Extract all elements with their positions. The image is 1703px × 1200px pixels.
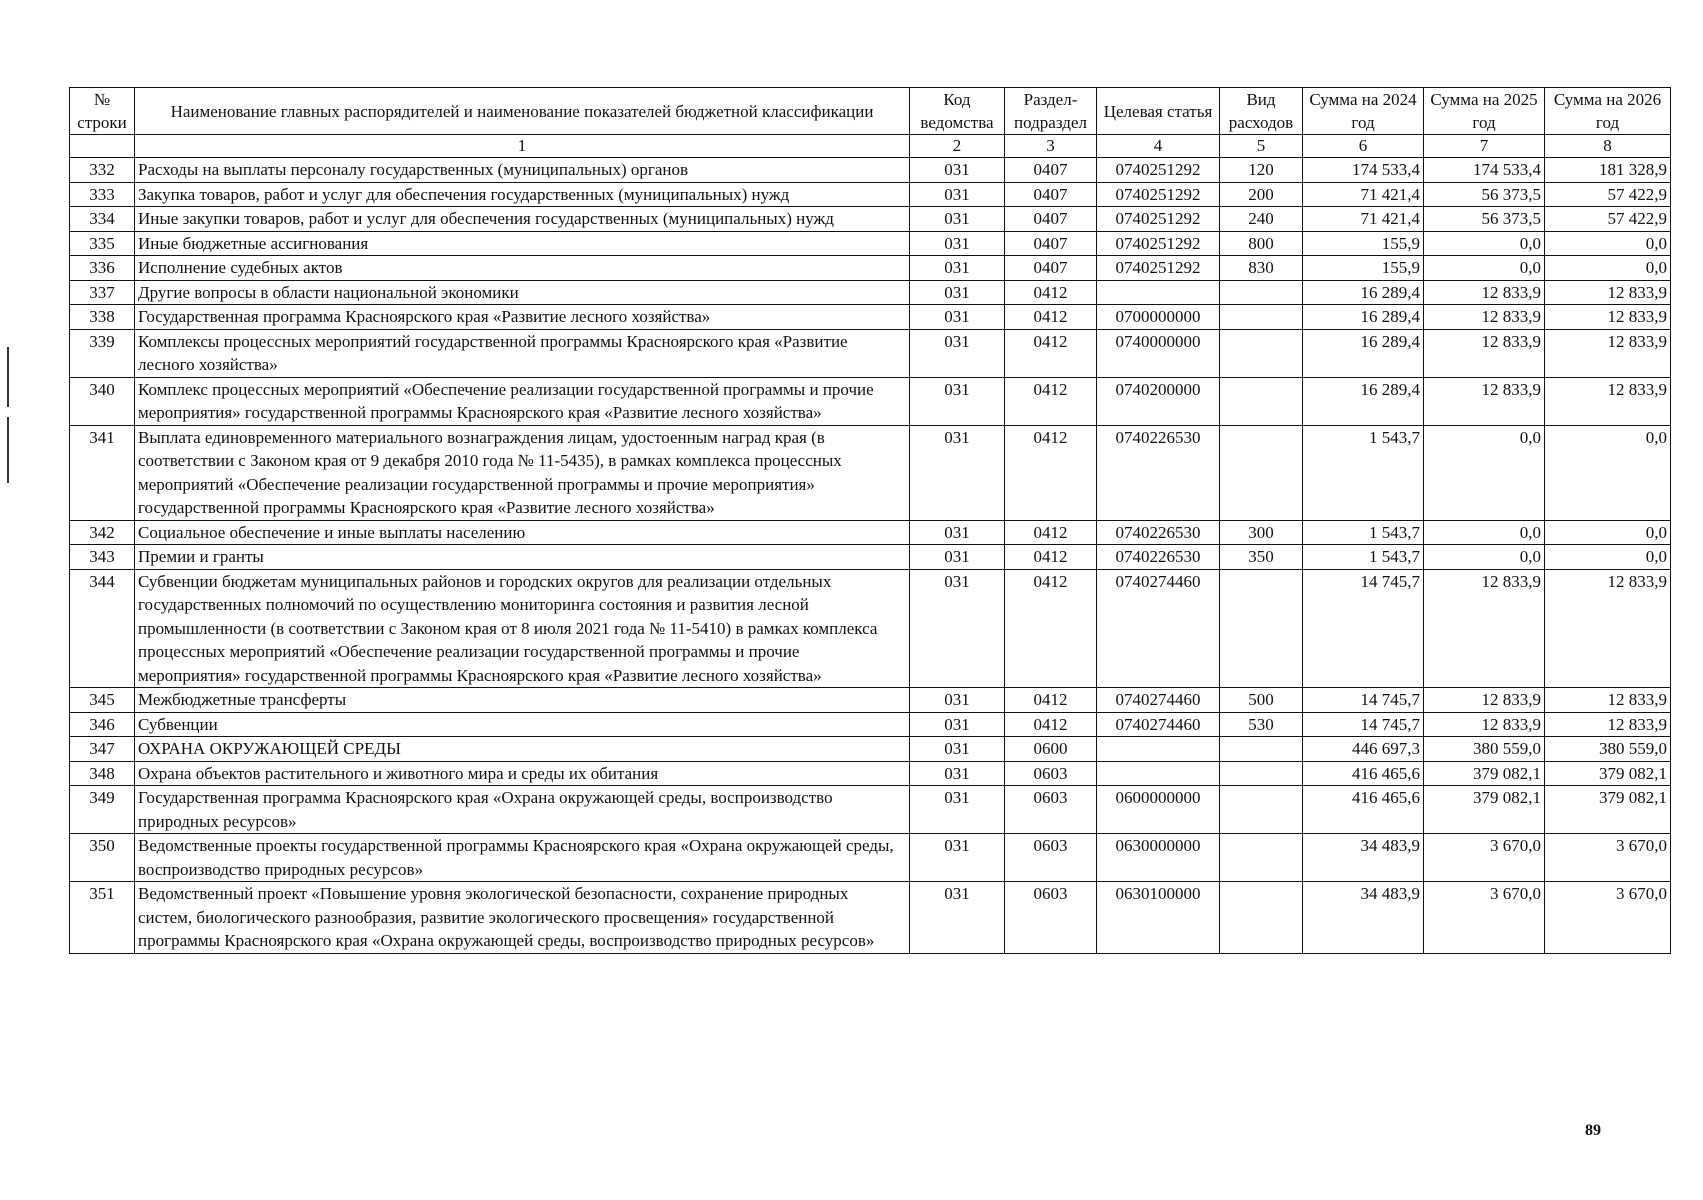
row-section: 0412 bbox=[1005, 377, 1097, 425]
row-name: Государственная программа Красноярского края «Развитие лесного хозяйства» bbox=[135, 305, 910, 330]
row-expense-type: 350 bbox=[1220, 545, 1303, 570]
row-sum-2026: 3 670,0 bbox=[1545, 834, 1671, 882]
row-expense-type bbox=[1220, 425, 1303, 520]
row-section: 0412 bbox=[1005, 688, 1097, 713]
header-row-number: № строки bbox=[70, 88, 135, 135]
table-row bbox=[70, 688, 1671, 713]
row-target-article bbox=[1097, 761, 1220, 786]
table-row bbox=[70, 182, 1671, 207]
row-expense-type bbox=[1220, 305, 1303, 330]
table-row bbox=[70, 329, 1671, 377]
row-sum-2026: 12 833,9 bbox=[1545, 569, 1671, 688]
row-department-code: 031 bbox=[910, 882, 1005, 954]
row-sum-2025: 12 833,9 bbox=[1424, 569, 1545, 688]
row-section: 0603 bbox=[1005, 786, 1097, 834]
margin-mark bbox=[7, 417, 9, 483]
row-department-code: 031 bbox=[910, 158, 1005, 183]
budget-table bbox=[69, 87, 1671, 954]
row-department-code: 031 bbox=[910, 737, 1005, 762]
row-target-article: 0630000000 bbox=[1097, 834, 1220, 882]
row-number: 341 bbox=[70, 425, 135, 520]
row-name: Комплексы процессных мероприятий государственной программы Красноярского края «Развитие лесного хозяйства» bbox=[135, 329, 910, 377]
row-name: Расходы на выплаты персоналу государственных (муниципальных) органов bbox=[135, 158, 910, 183]
row-name: Исполнение судебных актов bbox=[135, 256, 910, 281]
table-row bbox=[70, 786, 1671, 834]
row-section: 0412 bbox=[1005, 329, 1097, 377]
row-department-code: 031 bbox=[910, 425, 1005, 520]
row-sum-2025: 380 559,0 bbox=[1424, 737, 1545, 762]
row-number: 333 bbox=[70, 182, 135, 207]
table-body bbox=[70, 158, 1671, 954]
row-sum-2026: 12 833,9 bbox=[1545, 280, 1671, 305]
row-sum-2025: 0,0 bbox=[1424, 231, 1545, 256]
row-number: 349 bbox=[70, 786, 135, 834]
table-row bbox=[70, 425, 1671, 520]
row-sum-2025: 0,0 bbox=[1424, 545, 1545, 570]
row-number: 344 bbox=[70, 569, 135, 688]
row-number: 348 bbox=[70, 761, 135, 786]
table-row bbox=[70, 712, 1671, 737]
row-name: Субвенции бюджетам муниципальных районов и городских округов для реализации отдельных государственных полномочий по осуществлению мониторинга состояния и развития лесной промышленности (в соответствии с Законом края от 8 июля 2021 года № 11-5410) в рамках комплекса процессных мероприятий «Обеспечение реализации государственной программы и прочие мероприятия» государственной программы Красноярского края «Развитие лесного хозяйства» bbox=[135, 569, 910, 688]
row-sum-2025: 56 373,5 bbox=[1424, 207, 1545, 232]
row-department-code: 031 bbox=[910, 280, 1005, 305]
row-department-code: 031 bbox=[910, 256, 1005, 281]
row-sum-2025: 174 533,4 bbox=[1424, 158, 1545, 183]
row-target-article: 0600000000 bbox=[1097, 786, 1220, 834]
row-expense-type bbox=[1220, 377, 1303, 425]
row-expense-type bbox=[1220, 882, 1303, 954]
row-target-article: 0740251292 bbox=[1097, 182, 1220, 207]
row-expense-type bbox=[1220, 280, 1303, 305]
row-sum-2025: 12 833,9 bbox=[1424, 688, 1545, 713]
row-department-code: 031 bbox=[910, 688, 1005, 713]
table-row bbox=[70, 569, 1671, 688]
row-sum-2024: 71 421,4 bbox=[1303, 182, 1424, 207]
row-sum-2026: 3 670,0 bbox=[1545, 882, 1671, 954]
row-name: Государственная программа Красноярского края «Охрана окружающей среды, воспроизводство природных ресурсов» bbox=[135, 786, 910, 834]
header-target-article: Целевая статья bbox=[1097, 88, 1220, 135]
row-name: Межбюджетные трансферты bbox=[135, 688, 910, 713]
row-sum-2026: 0,0 bbox=[1545, 545, 1671, 570]
row-section: 0412 bbox=[1005, 280, 1097, 305]
row-section: 0603 bbox=[1005, 834, 1097, 882]
row-sum-2024: 1 543,7 bbox=[1303, 425, 1424, 520]
row-expense-type: 300 bbox=[1220, 520, 1303, 545]
header-sum-2024: Сумма на 2024 год bbox=[1303, 88, 1424, 135]
row-target-article: 0740274460 bbox=[1097, 688, 1220, 713]
column-number: 3 bbox=[1005, 135, 1097, 158]
row-sum-2024: 155,9 bbox=[1303, 231, 1424, 256]
row-sum-2025: 0,0 bbox=[1424, 425, 1545, 520]
row-department-code: 031 bbox=[910, 305, 1005, 330]
row-target-article: 0740251292 bbox=[1097, 207, 1220, 232]
table-row bbox=[70, 280, 1671, 305]
row-name: Премии и гранты bbox=[135, 545, 910, 570]
row-sum-2026: 379 082,1 bbox=[1545, 786, 1671, 834]
row-sum-2025: 0,0 bbox=[1424, 520, 1545, 545]
table-row bbox=[70, 737, 1671, 762]
row-sum-2026: 57 422,9 bbox=[1545, 182, 1671, 207]
row-department-code: 031 bbox=[910, 569, 1005, 688]
row-department-code: 031 bbox=[910, 329, 1005, 377]
row-target-article: 0700000000 bbox=[1097, 305, 1220, 330]
row-department-code: 031 bbox=[910, 377, 1005, 425]
row-sum-2026: 0,0 bbox=[1545, 256, 1671, 281]
row-sum-2024: 14 745,7 bbox=[1303, 688, 1424, 713]
header-section: Раздел-подраздел bbox=[1005, 88, 1097, 135]
row-target-article: 0740200000 bbox=[1097, 377, 1220, 425]
row-sum-2026: 0,0 bbox=[1545, 520, 1671, 545]
row-sum-2024: 16 289,4 bbox=[1303, 280, 1424, 305]
row-sum-2026: 181 328,9 bbox=[1545, 158, 1671, 183]
row-sum-2026: 12 833,9 bbox=[1545, 688, 1671, 713]
row-department-code: 031 bbox=[910, 545, 1005, 570]
column-number: 8 bbox=[1545, 135, 1671, 158]
row-number: 346 bbox=[70, 712, 135, 737]
row-sum-2026: 0,0 bbox=[1545, 425, 1671, 520]
row-sum-2025: 12 833,9 bbox=[1424, 329, 1545, 377]
row-department-code: 031 bbox=[910, 786, 1005, 834]
page-number: 89 bbox=[1585, 1122, 1601, 1139]
row-expense-type bbox=[1220, 761, 1303, 786]
row-section: 0412 bbox=[1005, 545, 1097, 570]
header-expense-type: Вид расходов bbox=[1220, 88, 1303, 135]
row-sum-2024: 416 465,6 bbox=[1303, 761, 1424, 786]
row-section: 0603 bbox=[1005, 882, 1097, 954]
row-section: 0603 bbox=[1005, 761, 1097, 786]
row-number: 351 bbox=[70, 882, 135, 954]
row-expense-type: 530 bbox=[1220, 712, 1303, 737]
row-name: Иные бюджетные ассигнования bbox=[135, 231, 910, 256]
row-number: 343 bbox=[70, 545, 135, 570]
row-expense-type bbox=[1220, 329, 1303, 377]
table-row bbox=[70, 377, 1671, 425]
row-name: Субвенции bbox=[135, 712, 910, 737]
row-department-code: 031 bbox=[910, 520, 1005, 545]
row-sum-2025: 0,0 bbox=[1424, 256, 1545, 281]
row-name: Ведомственный проект «Повышение уровня экологической безопасности, сохранение природных систем, биологического разнообразия, развитие экологического просвещения» государственной программы Красноярского края «Охрана окружающей среды, воспроизводство природных ресурсов» bbox=[135, 882, 910, 954]
row-name: Другие вопросы в области национальной экономики bbox=[135, 280, 910, 305]
row-number: 347 bbox=[70, 737, 135, 762]
header-sum-2026: Сумма на 2026 год bbox=[1545, 88, 1671, 135]
table-row bbox=[70, 305, 1671, 330]
row-target-article: 0740000000 bbox=[1097, 329, 1220, 377]
row-sum-2024: 416 465,6 bbox=[1303, 786, 1424, 834]
table-row bbox=[70, 256, 1671, 281]
row-expense-type bbox=[1220, 834, 1303, 882]
table-row bbox=[70, 834, 1671, 882]
row-section: 0412 bbox=[1005, 305, 1097, 330]
table-row bbox=[70, 761, 1671, 786]
row-sum-2024: 16 289,4 bbox=[1303, 329, 1424, 377]
row-expense-type: 830 bbox=[1220, 256, 1303, 281]
row-section: 0600 bbox=[1005, 737, 1097, 762]
row-sum-2026: 380 559,0 bbox=[1545, 737, 1671, 762]
row-sum-2026: 12 833,9 bbox=[1545, 305, 1671, 330]
row-name: Закупка товаров, работ и услуг для обеспечения государственных (муниципальных) нужд bbox=[135, 182, 910, 207]
row-target-article: 0740226530 bbox=[1097, 425, 1220, 520]
row-department-code: 031 bbox=[910, 761, 1005, 786]
row-expense-type bbox=[1220, 786, 1303, 834]
row-target-article: 0740251292 bbox=[1097, 158, 1220, 183]
row-sum-2024: 71 421,4 bbox=[1303, 207, 1424, 232]
row-department-code: 031 bbox=[910, 231, 1005, 256]
table-row bbox=[70, 158, 1671, 183]
row-number: 334 bbox=[70, 207, 135, 232]
table-row bbox=[70, 882, 1671, 954]
column-number: 5 bbox=[1220, 135, 1303, 158]
header-department-code: Код ведомства bbox=[910, 88, 1005, 135]
column-number: 1 bbox=[135, 135, 910, 158]
row-sum-2024: 14 745,7 bbox=[1303, 712, 1424, 737]
row-target-article bbox=[1097, 737, 1220, 762]
row-expense-type bbox=[1220, 569, 1303, 688]
row-expense-type: 500 bbox=[1220, 688, 1303, 713]
row-sum-2025: 12 833,9 bbox=[1424, 280, 1545, 305]
row-section: 0412 bbox=[1005, 712, 1097, 737]
row-department-code: 031 bbox=[910, 182, 1005, 207]
row-sum-2026: 0,0 bbox=[1545, 231, 1671, 256]
header-row bbox=[70, 88, 1671, 135]
row-name: Комплекс процессных мероприятий «Обеспечение реализации государственной программы и прочие мероприятия» государственной программы Красноярского края «Развитие лесного хозяйства» bbox=[135, 377, 910, 425]
row-sum-2026: 379 082,1 bbox=[1545, 761, 1671, 786]
row-number: 332 bbox=[70, 158, 135, 183]
row-number: 337 bbox=[70, 280, 135, 305]
row-target-article: 0740274460 bbox=[1097, 569, 1220, 688]
column-number-blank bbox=[70, 135, 135, 158]
row-number: 338 bbox=[70, 305, 135, 330]
row-department-code: 031 bbox=[910, 207, 1005, 232]
row-section: 0407 bbox=[1005, 231, 1097, 256]
row-sum-2024: 1 543,7 bbox=[1303, 520, 1424, 545]
column-number: 6 bbox=[1303, 135, 1424, 158]
row-sum-2024: 16 289,4 bbox=[1303, 305, 1424, 330]
row-number: 340 bbox=[70, 377, 135, 425]
row-target-article bbox=[1097, 280, 1220, 305]
row-section: 0412 bbox=[1005, 425, 1097, 520]
header-name: Наименование главных распорядителей и наименование показателей бюджетной классификации bbox=[135, 88, 910, 135]
row-section: 0407 bbox=[1005, 207, 1097, 232]
row-sum-2025: 3 670,0 bbox=[1424, 882, 1545, 954]
row-sum-2024: 446 697,3 bbox=[1303, 737, 1424, 762]
row-number: 336 bbox=[70, 256, 135, 281]
row-name: Ведомственные проекты государственной программы Красноярского края «Охрана окружающей среды, воспроизводство природных ресурсов» bbox=[135, 834, 910, 882]
row-sum-2026: 12 833,9 bbox=[1545, 712, 1671, 737]
row-sum-2026: 12 833,9 bbox=[1545, 329, 1671, 377]
row-target-article: 0630100000 bbox=[1097, 882, 1220, 954]
row-name: Выплата единовременного материального вознаграждения лицам, удостоенным наград края (в соответствии с Законом края от 9 декабря 2010 года № 11-5435), в рамках комплекса процессных мероприятий «Обеспечение реализации государственной программы и прочие мероприятия» государственной программы Красноярского края «Развитие лесного хозяйства» bbox=[135, 425, 910, 520]
row-sum-2024: 34 483,9 bbox=[1303, 834, 1424, 882]
row-expense-type: 200 bbox=[1220, 182, 1303, 207]
row-section: 0412 bbox=[1005, 520, 1097, 545]
row-expense-type: 240 bbox=[1220, 207, 1303, 232]
row-section: 0407 bbox=[1005, 256, 1097, 281]
column-number: 4 bbox=[1097, 135, 1220, 158]
row-sum-2024: 14 745,7 bbox=[1303, 569, 1424, 688]
header-sum-2025: Сумма на 2025 год bbox=[1424, 88, 1545, 135]
row-expense-type: 800 bbox=[1220, 231, 1303, 256]
row-expense-type: 120 bbox=[1220, 158, 1303, 183]
row-sum-2024: 1 543,7 bbox=[1303, 545, 1424, 570]
row-sum-2026: 12 833,9 bbox=[1545, 377, 1671, 425]
row-sum-2026: 57 422,9 bbox=[1545, 207, 1671, 232]
row-target-article: 0740226530 bbox=[1097, 545, 1220, 570]
row-number: 339 bbox=[70, 329, 135, 377]
table-row bbox=[70, 231, 1671, 256]
row-target-article: 0740251292 bbox=[1097, 231, 1220, 256]
row-sum-2025: 12 833,9 bbox=[1424, 377, 1545, 425]
row-section: 0412 bbox=[1005, 569, 1097, 688]
row-sum-2025: 56 373,5 bbox=[1424, 182, 1545, 207]
row-number: 350 bbox=[70, 834, 135, 882]
row-sum-2024: 174 533,4 bbox=[1303, 158, 1424, 183]
row-sum-2024: 155,9 bbox=[1303, 256, 1424, 281]
row-section: 0407 bbox=[1005, 182, 1097, 207]
row-name: Социальное обеспечение и иные выплаты населению bbox=[135, 520, 910, 545]
column-number: 2 bbox=[910, 135, 1005, 158]
row-name: ОХРАНА ОКРУЖАЮЩЕЙ СРЕДЫ bbox=[135, 737, 910, 762]
row-sum-2025: 379 082,1 bbox=[1424, 761, 1545, 786]
column-number-row bbox=[70, 135, 1671, 158]
row-sum-2025: 12 833,9 bbox=[1424, 305, 1545, 330]
column-number: 7 bbox=[1424, 135, 1545, 158]
row-target-article: 0740251292 bbox=[1097, 256, 1220, 281]
row-department-code: 031 bbox=[910, 712, 1005, 737]
row-sum-2024: 34 483,9 bbox=[1303, 882, 1424, 954]
margin-mark bbox=[7, 347, 9, 407]
row-number: 335 bbox=[70, 231, 135, 256]
table-row bbox=[70, 520, 1671, 545]
row-expense-type bbox=[1220, 737, 1303, 762]
table-row bbox=[70, 207, 1671, 232]
row-number: 345 bbox=[70, 688, 135, 713]
row-section: 0407 bbox=[1005, 158, 1097, 183]
row-name: Охрана объектов растительного и животного мира и среды их обитания bbox=[135, 761, 910, 786]
row-sum-2024: 16 289,4 bbox=[1303, 377, 1424, 425]
row-target-article: 0740226530 bbox=[1097, 520, 1220, 545]
row-department-code: 031 bbox=[910, 834, 1005, 882]
table-row bbox=[70, 545, 1671, 570]
row-name: Иные закупки товаров, работ и услуг для обеспечения государственных (муниципальных) нужд bbox=[135, 207, 910, 232]
row-number: 342 bbox=[70, 520, 135, 545]
row-sum-2025: 3 670,0 bbox=[1424, 834, 1545, 882]
row-sum-2025: 379 082,1 bbox=[1424, 786, 1545, 834]
row-sum-2025: 12 833,9 bbox=[1424, 712, 1545, 737]
row-target-article: 0740274460 bbox=[1097, 712, 1220, 737]
